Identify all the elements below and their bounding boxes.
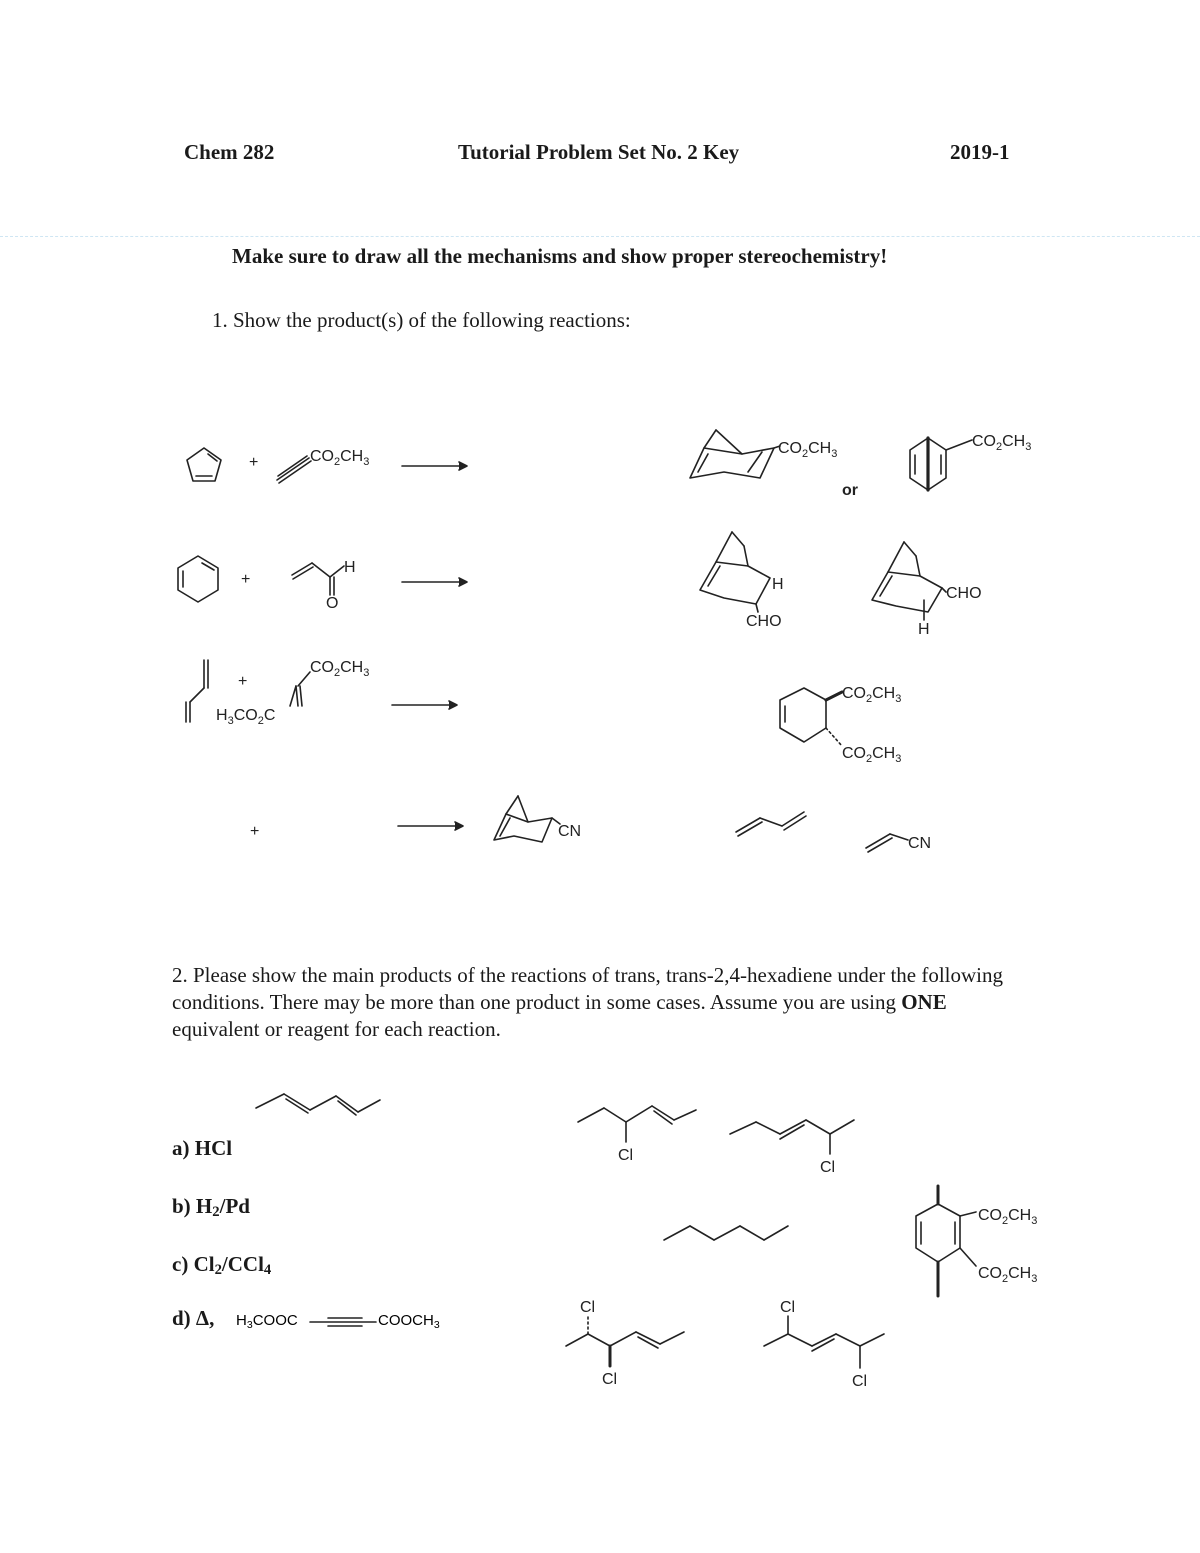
question-1-prompt: 1. Show the product(s) of the following reactions: xyxy=(212,308,631,332)
label-cl-6: Cl xyxy=(852,1373,868,1390)
cyclohexadiene-structure xyxy=(178,556,218,602)
label-cn-product: CN xyxy=(558,823,582,840)
bicyclic-diene-product-2 xyxy=(910,438,972,490)
trans-diester-cyclohexene-product xyxy=(780,688,842,746)
label-cho-endo: CHO xyxy=(746,613,782,630)
dmad-triple-bond xyxy=(310,1318,376,1326)
bicyclooctene-exo-product xyxy=(872,542,946,620)
label-co2ch3-2: $CO_2CH_3$ xyxy=(778,440,838,460)
question-2-prompt: 2. Please show the main products of the reactions of trans, trans-2,4-hexadiene under the following conditions. There may be more than one product in some cases. Assume you are using ONE equivalent or reagent for each reaction. xyxy=(172,963,1004,1041)
condition-d-reagent-right: $COOCH_3$ xyxy=(378,1312,440,1331)
label-h-aldehyde: H xyxy=(344,559,356,576)
plus-sign-3: + xyxy=(238,673,248,690)
label-o-aldehyde: O xyxy=(326,595,339,612)
cyclopentadiene-structure xyxy=(187,448,221,481)
label-co2ch3-3: $CO_2CH_3$ xyxy=(972,433,1032,453)
label-cl-3: Cl xyxy=(580,1299,596,1316)
hcl-product-1 xyxy=(578,1106,696,1142)
butadiene-retrosynthesis xyxy=(736,812,806,836)
dichloride-product-2 xyxy=(764,1316,884,1368)
condition-b: b) $H_2/Pd$ xyxy=(172,1194,250,1220)
label-co2ch3-7: $CO_2CH_3$ xyxy=(978,1207,1038,1227)
methyl-propiolate-structure xyxy=(277,456,311,483)
label-cl-2: Cl xyxy=(820,1159,836,1176)
label-co2ch3-8: $CO_2CH_3$ xyxy=(978,1265,1038,1285)
diels-alder-diester-product xyxy=(916,1186,976,1296)
label-h-endo: H xyxy=(772,576,784,593)
hexane-product xyxy=(664,1226,788,1240)
label-cho-exo: CHO xyxy=(946,585,982,602)
label-co2ch3-6: $CO_2CH_3$ xyxy=(842,745,902,765)
term-label: 2019-1 xyxy=(950,140,1010,164)
label-cl-1: Cl xyxy=(618,1147,634,1164)
norbornene-nitrile-product xyxy=(494,796,560,842)
label-h3co2c: $H_3CO_2C$ xyxy=(216,707,276,727)
dimethyl-fumarate-structure xyxy=(290,672,310,706)
label-co2ch3-5: $CO_2CH_3$ xyxy=(842,685,902,705)
acrolein-structure xyxy=(292,563,344,595)
bicyclooctene-endo-product xyxy=(700,532,770,612)
plus-sign-2: + xyxy=(241,571,251,588)
label-co2ch3-4: $CO_2CH_3$ xyxy=(310,659,370,679)
plus-sign-1: + xyxy=(249,454,259,471)
condition-d-reagent-left: $H_3COOC$ xyxy=(236,1312,298,1331)
label-cl-4: Cl xyxy=(602,1371,618,1388)
hexadiene-structure xyxy=(256,1094,380,1115)
butadiene-structure-s-cis xyxy=(186,660,208,722)
condition-a: a) HCl xyxy=(172,1136,233,1160)
acrylonitrile-retrosynthesis xyxy=(866,834,908,852)
condition-d: d) Δ, xyxy=(172,1306,215,1330)
or-label-1: or xyxy=(842,482,858,499)
label-co2ch3-1: $CO_2CH_3$ xyxy=(310,448,370,468)
instruction-text: Make sure to draw all the mechanisms and show proper stereochemistry! xyxy=(232,244,888,268)
course-name: Chem 282 xyxy=(184,140,275,164)
label-h-exo: H xyxy=(918,621,930,638)
plus-sign-4: + xyxy=(250,823,260,840)
label-cn-acrylonitrile: CN xyxy=(908,835,932,852)
document-title: Tutorial Problem Set No. 2 Key xyxy=(458,140,740,164)
label-cl-5: Cl xyxy=(780,1299,796,1316)
hcl-product-2 xyxy=(730,1120,854,1154)
bicyclic-diene-product-1 xyxy=(690,430,780,478)
condition-c: c) $Cl_2/CCl_4$ xyxy=(172,1252,272,1278)
dichloride-product-1 xyxy=(566,1316,684,1366)
